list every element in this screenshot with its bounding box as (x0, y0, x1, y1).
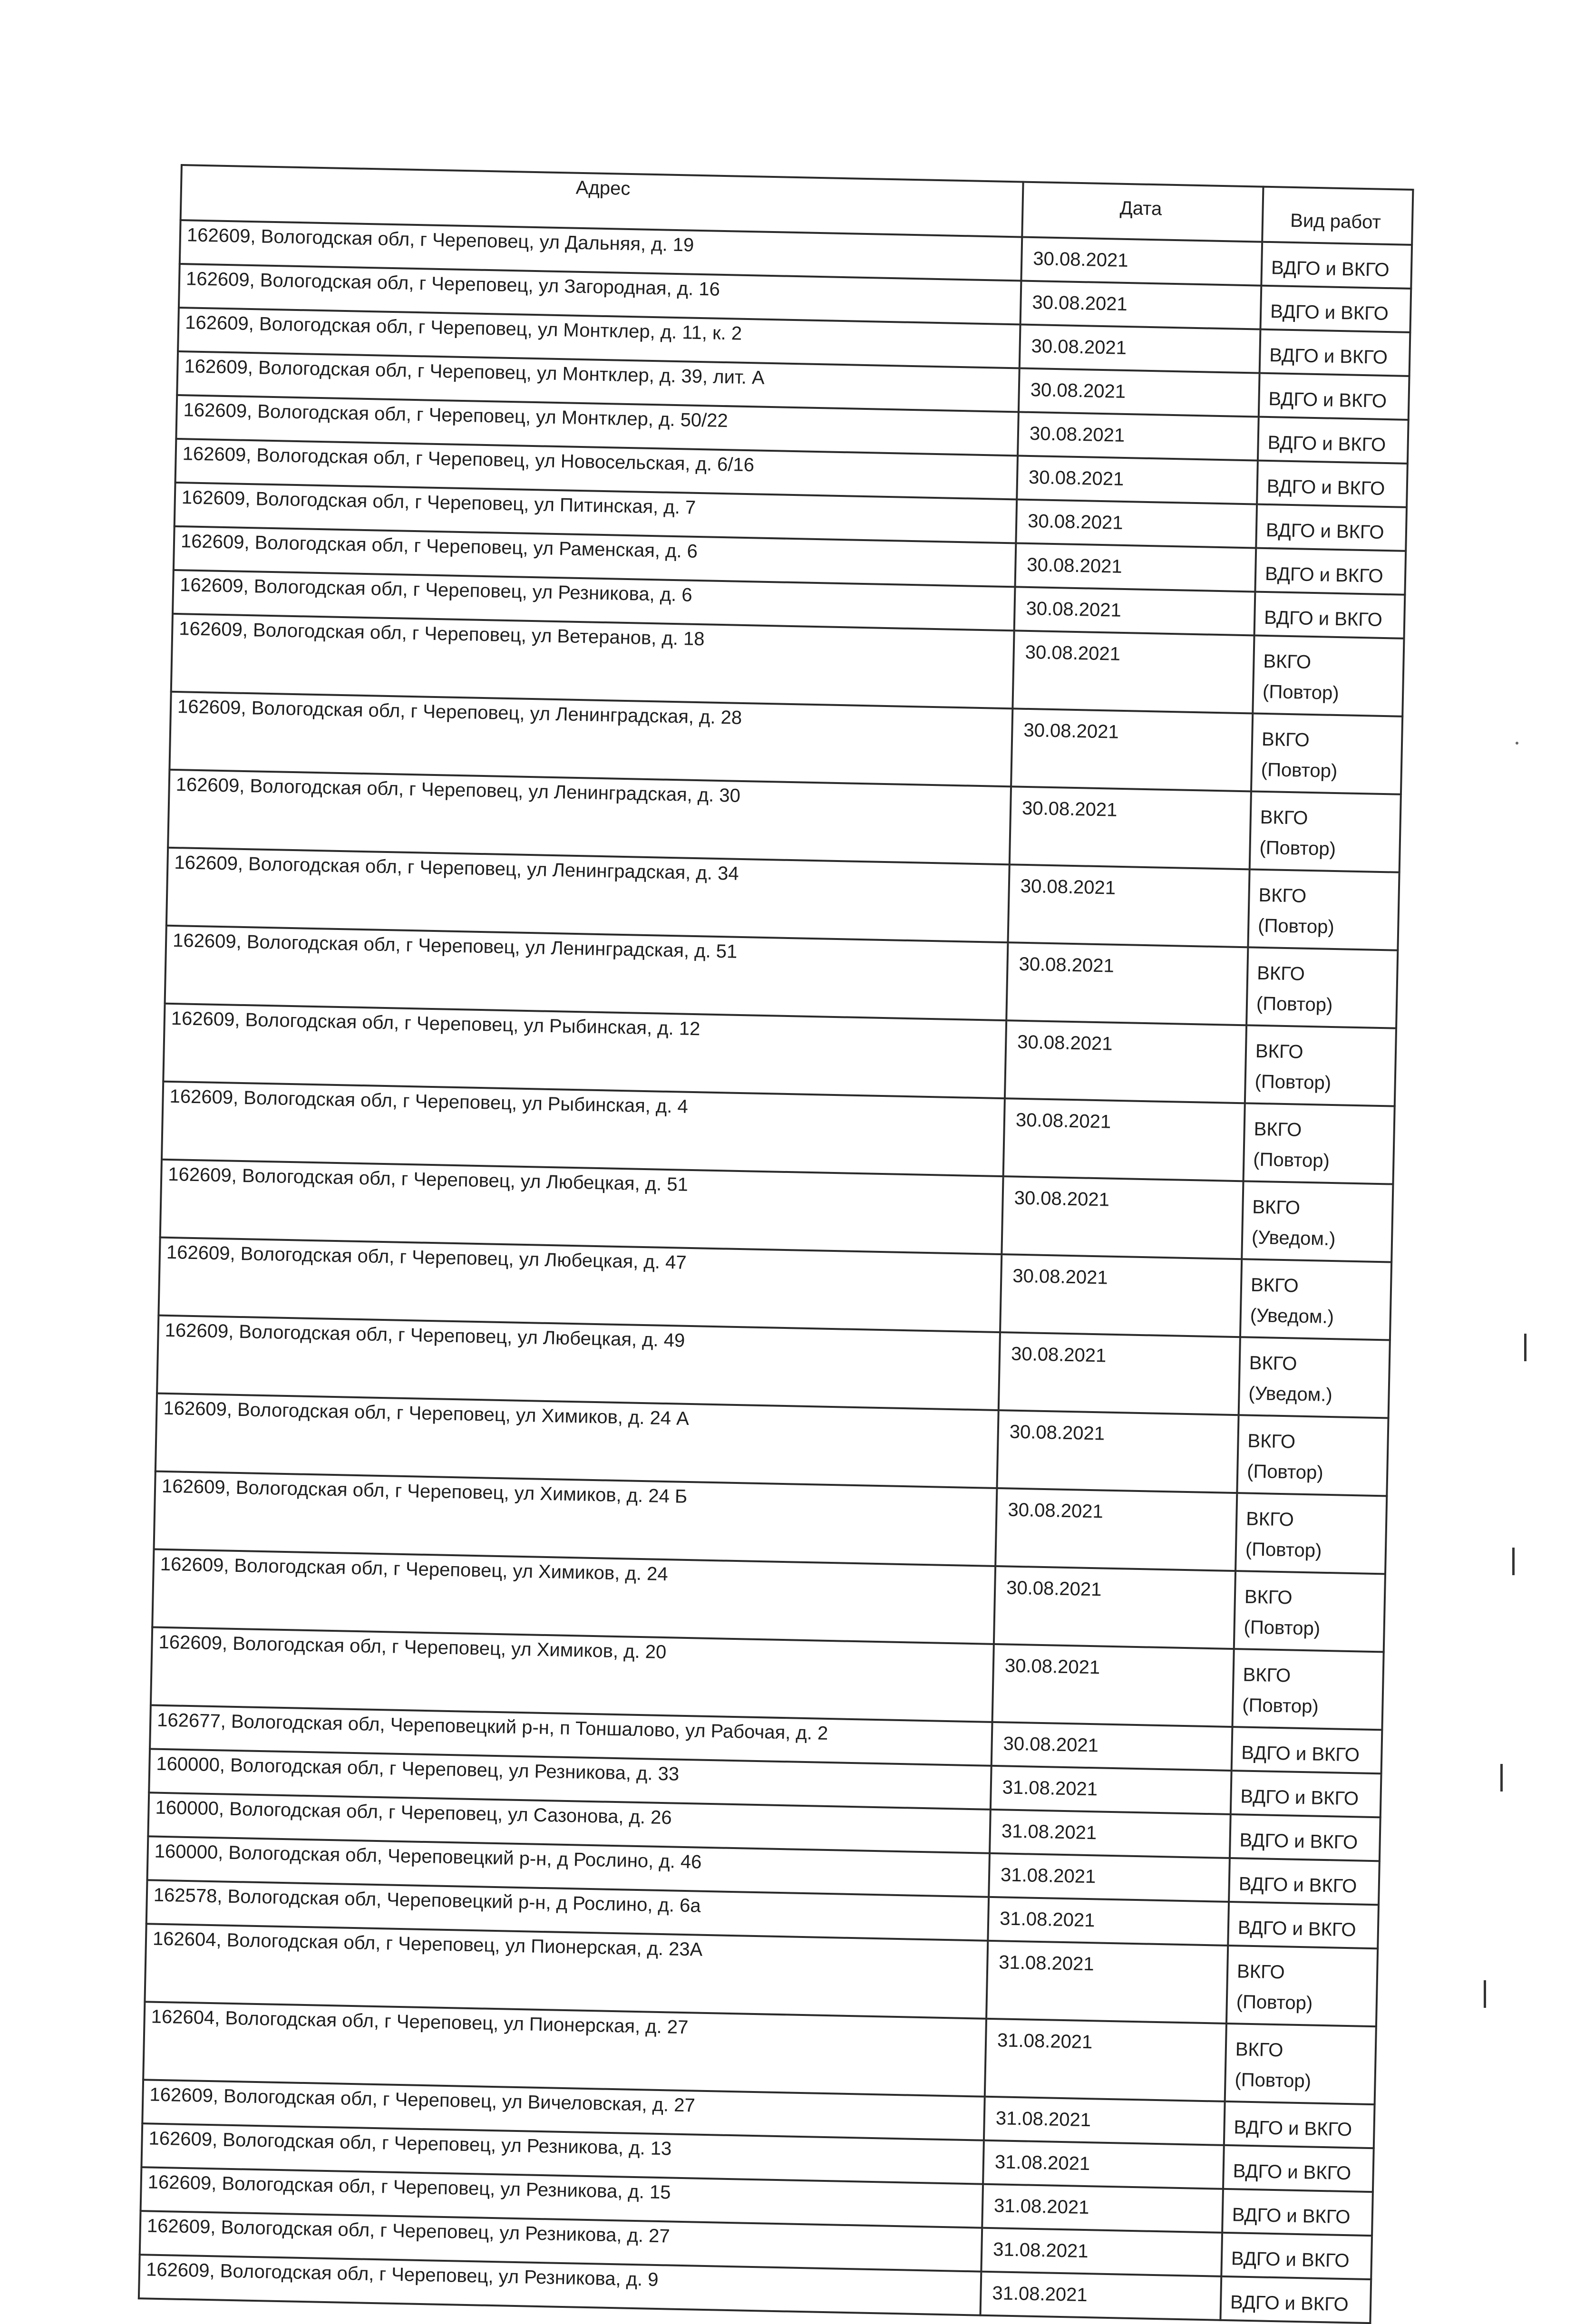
cell-date: 31.08.2021 (981, 2228, 1222, 2276)
scan-margin-mark (1484, 1980, 1486, 2008)
cell-work-type (1234, 1571, 1385, 1652)
cell-work-type (1246, 947, 1398, 1028)
cell-date: 30.08.2021 (1021, 237, 1262, 286)
table-body (139, 165, 1413, 2323)
work-type-label: ВКГО (1245, 1508, 1294, 1530)
header-address: Адрес (181, 165, 1023, 237)
work-type-note: (Повтор) (1257, 915, 1335, 938)
cell-work-type (1232, 1727, 1382, 1773)
cell-work-type (1230, 1814, 1381, 1861)
work-type-label: ВДГО и ВКГО (1241, 1742, 1360, 1766)
work-type-note: (Уведом.) (1250, 1305, 1334, 1328)
work-type-label: ВДГО и ВКГО (1238, 1873, 1357, 1897)
cell-date: 30.08.2021 (995, 1488, 1237, 1571)
cell-address: 162609, Вологодская обл, г Череповец, ул Ветеранов, д. 18 (171, 614, 1014, 708)
scanned-page (138, 164, 1412, 2324)
cell-date: 30.08.2021 (1021, 281, 1262, 329)
cell-address: 162609, Вологодская обл, г Череповец, ул Любецкая, д. 49 (157, 1316, 1000, 1410)
cell-address: 162609, Вологодская обл, г Череповец, ул Загородная, д. 16 (179, 264, 1021, 325)
work-type-label: ВКГО (1256, 962, 1305, 985)
work-type-label: ВДГО и ВКГО (1234, 2117, 1352, 2140)
work-type-label: ВДГО и ВКГО (1240, 1786, 1359, 1810)
work-type-note: (Повтор) (1262, 681, 1339, 704)
cell-work-type (1231, 1771, 1381, 1817)
cell-date: 31.08.2021 (991, 1766, 1232, 1814)
work-type-label: ВДГО и ВКГО (1264, 563, 1384, 587)
cell-date: 30.08.2021 (1018, 412, 1259, 460)
cell-date: 30.08.2021 (1005, 1020, 1246, 1103)
cell-address: 160000, Вологодская обл, г Череповец, ул Сазонова, д. 26 (148, 1792, 990, 1853)
works-table (138, 164, 1414, 2324)
cell-date: 31.08.2021 (981, 2272, 1222, 2320)
cell-address: 162604, Вологодская обл, г Череповец, ул Пионерская, д. 27 (143, 2002, 986, 2096)
work-type-note: (Повтор) (1236, 1991, 1313, 2014)
header-date: Дата (1022, 182, 1263, 242)
cell-address: 162578, Вологодская обл, Череповецкий р-н, д Рослино, д. 6а (146, 1880, 989, 1941)
work-type-label: ВДГО и ВКГО (1270, 301, 1389, 325)
cell-work-type (1223, 2145, 1374, 2192)
cell-date: 30.08.2021 (1010, 786, 1251, 869)
scan-margin-mark (1512, 1548, 1515, 1575)
cell-work-type (1255, 548, 1406, 595)
work-type-note: (Повтор) (1246, 1461, 1324, 1483)
cell-date: 30.08.2021 (1017, 455, 1258, 504)
cell-address: 162609, Вологодская обл, г Череповец, ул Химиков, д. 24 Б (154, 1471, 997, 1566)
cell-date: 31.08.2021 (983, 2140, 1224, 2189)
cell-date: 30.08.2021 (1003, 1098, 1245, 1181)
work-type-label: ВДГО и ВКГО (1230, 2292, 1349, 2315)
cell-date: 30.08.2021 (994, 1566, 1235, 1649)
cell-work-type (1242, 1181, 1393, 1262)
work-type-label: ВКГО (1249, 1352, 1297, 1375)
cell-address: 162609, Вологодская обл, г Череповец, ул Химиков, д. 24 (152, 1549, 995, 1644)
work-type-label: ВДГО и ВКГО (1239, 1830, 1358, 1853)
cell-work-type (1228, 1902, 1379, 1948)
cell-date: 31.08.2021 (986, 1941, 1228, 2024)
cell-address: 162609, Вологодская обл, г Череповец, ул Новосельская, д. 6/16 (175, 439, 1018, 500)
cell-work-type (1260, 329, 1410, 376)
work-type-label: ВДГО и ВКГО (1268, 388, 1387, 412)
work-type-label: ВКГО (1236, 1961, 1285, 1983)
work-type-note: (Уведом.) (1251, 1227, 1336, 1250)
cell-date: 30.08.2021 (999, 1332, 1240, 1415)
cell-work-type (1257, 461, 1408, 507)
cell-work-type (1220, 2276, 1371, 2323)
cell-address: 162609, Вологодская обл, г Череповец, ул Монтклер, д. 11, к. 2 (178, 308, 1020, 368)
work-type-label: ВДГО и ВКГО (1232, 2204, 1351, 2228)
work-type-note: (Повтор) (1253, 1149, 1330, 1172)
work-type-note: (Повтор) (1235, 2069, 1312, 2092)
work-type-note: (Повтор) (1245, 1539, 1322, 1561)
work-type-label: ВКГО (1258, 884, 1307, 907)
work-type-note: (Повтор) (1259, 837, 1336, 860)
work-type-label: ВДГО и ВКГО (1271, 257, 1390, 281)
cell-address: 162609, Вологодская обл, г Череповец, ул Химиков, д. 24 А (156, 1394, 999, 1488)
cell-work-type (1253, 636, 1404, 717)
cell-date: 31.08.2021 (990, 1810, 1231, 1858)
cell-date: 30.08.2021 (1000, 1254, 1242, 1337)
work-type-note: (Повтор) (1254, 1071, 1332, 1094)
cell-work-type (1237, 1415, 1388, 1496)
cell-address: 162609, Вологодская обл, г Череповец, ул Резникова, д. 6 (173, 570, 1015, 631)
cell-work-type (1240, 1259, 1391, 1340)
cell-address: 162604, Вологодская обл, г Череповец, ул Пионерская, д. 23А (145, 1924, 988, 2018)
work-type-label: ВДГО и ВКГО (1233, 2160, 1351, 2184)
work-type-label: ВДГО и ВКГО (1264, 607, 1383, 630)
cell-work-type (1260, 286, 1411, 332)
cell-address: 162609, Вологодская обл, г Череповец, ул Ленинградская, д. 34 (166, 848, 1010, 942)
work-type-note: (Уведом.) (1248, 1383, 1333, 1406)
work-type-label: ВКГО (1243, 1664, 1291, 1686)
cell-address: 162609, Вологодская обл, г Череповец, ул Дальняя, д. 19 (180, 220, 1022, 281)
cell-address: 162609, Вологодская обл, г Череповец, ул Резникова, д. 13 (141, 2123, 983, 2184)
cell-date: 30.08.2021 (1011, 708, 1253, 791)
cell-address: 162609, Вологодская обл, г Череповец, ул Монтклер, д. 50/22 (176, 395, 1018, 456)
cell-work-type (1254, 592, 1405, 639)
cell-address: 162609, Вологодская обл, г Череповец, ул Резникова, д. 15 (141, 2167, 983, 2228)
cell-address: 162609, Вологодская обл, г Череповец, ул Резникова, д. 27 (140, 2211, 982, 2272)
work-type-label: ВКГО (1235, 2039, 1283, 2061)
cell-date: 30.08.2021 (997, 1410, 1238, 1493)
scan-margin-mark (1500, 1764, 1503, 1791)
cell-work-type (1226, 1946, 1378, 2026)
cell-work-type (1224, 2101, 1375, 2148)
work-type-note: (Повтор) (1261, 759, 1338, 782)
cell-address: 162609, Вологодская обл, г Череповец, ул Рыбинская, д. 12 (163, 1004, 1006, 1098)
cell-address: 162609, Вологодская обл, г Череповец, ул Ленинградская, д. 30 (168, 770, 1011, 864)
cell-date: 31.08.2021 (989, 1853, 1230, 1902)
work-type-label: ВКГО (1255, 1040, 1303, 1063)
cell-work-type (1259, 373, 1410, 420)
cell-date: 30.08.2021 (1001, 1176, 1243, 1259)
cell-date: 30.08.2021 (1016, 499, 1257, 548)
cell-date: 31.08.2021 (985, 2019, 1226, 2101)
cell-work-type (1250, 791, 1401, 872)
cell-address: 162609, Вологодская обл, г Череповец, ул Любецкая, д. 51 (160, 1160, 1003, 1254)
cell-address: 162609, Вологодская обл, г Череповец, ул Рыбинская, д. 4 (162, 1082, 1005, 1176)
cell-address: 162609, Вологодская обл, г Череповец, ул Резникова, д. 9 (139, 2255, 981, 2315)
cell-work-type (1232, 1649, 1383, 1730)
cell-date: 31.08.2021 (984, 2097, 1225, 2145)
cell-work-type (1229, 1858, 1380, 1905)
cell-work-type (1239, 1337, 1390, 1418)
cell-work-type (1261, 242, 1412, 289)
cell-address: 162609, Вологодская обл, г Череповец, ул Вичеловская, д. 27 (142, 2080, 984, 2140)
scan-speck (1516, 742, 1518, 745)
work-type-label: ВКГО (1263, 650, 1312, 673)
cell-address: 162609, Вологодская обл, г Череповец, ул Любецкая, д. 47 (158, 1238, 1001, 1332)
cell-work-type (1248, 869, 1399, 950)
work-type-label: ВДГО и ВКГО (1237, 1917, 1356, 1941)
cell-address: 162609, Вологодская обл, г Череповец, ул Ленинградская, д. 51 (165, 926, 1008, 1020)
cell-work-type (1251, 713, 1402, 794)
header-work-type: Вид работ (1262, 187, 1413, 245)
cell-date: 30.08.2021 (1008, 864, 1249, 947)
work-type-note: (Повтор) (1244, 1617, 1321, 1639)
cell-date: 30.08.2021 (992, 1644, 1234, 1727)
cell-work-type (1222, 2189, 1373, 2236)
work-type-label: ВКГО (1252, 1196, 1301, 1219)
cell-work-type (1221, 2233, 1372, 2279)
cell-work-type (1244, 1103, 1395, 1184)
work-type-label: ВДГО и ВКГО (1267, 432, 1386, 455)
cell-work-type (1245, 1025, 1396, 1106)
cell-address: 162609, Вологодская обл, г Череповец, ул Раменская, д. 6 (174, 526, 1016, 587)
work-type-label: ВКГО (1247, 1430, 1296, 1452)
cell-work-type (1225, 2024, 1376, 2104)
cell-address: 162609, Вологодская обл, г Череповец, ул Ленинградская, д. 28 (169, 692, 1012, 786)
work-type-label: ВКГО (1261, 728, 1310, 751)
cell-address: 160000, Вологодская обл, г Череповец, ул Резникова, д. 33 (149, 1749, 991, 1810)
cell-date: 31.08.2021 (988, 1897, 1229, 1946)
work-type-label: ВКГО (1254, 1118, 1302, 1141)
work-type-label: ВДГО и ВКГО (1266, 475, 1385, 499)
cell-date: 31.08.2021 (982, 2184, 1223, 2233)
cell-work-type (1258, 417, 1409, 464)
cell-date: 30.08.2021 (992, 1722, 1233, 1771)
cell-date: 30.08.2021 (1019, 368, 1260, 416)
cell-date: 30.08.2021 (1015, 543, 1256, 591)
cell-address: 162677, Вологодская обл, Череповецкий р-н, п Тоншалово, ул Рабочая, д. 2 (150, 1705, 992, 1766)
work-type-label: ВКГО (1250, 1274, 1299, 1297)
work-type-label: ВКГО (1244, 1586, 1293, 1608)
work-type-label: ВДГО и ВКГО (1231, 2248, 1350, 2272)
scan-margin-mark (1524, 1334, 1526, 1361)
cell-date: 30.08.2021 (1012, 630, 1254, 713)
cell-work-type (1256, 504, 1407, 551)
work-type-note: (Повтор) (1242, 1695, 1319, 1717)
work-type-label: ВКГО (1260, 806, 1308, 829)
cell-address: 160000, Вологодская обл, Череповецкий р-н, д Рослино, д. 46 (147, 1836, 990, 1897)
cell-address: 162609, Вологодская обл, г Череповец, ул Питинская, д. 7 (175, 483, 1017, 543)
cell-work-type (1235, 1493, 1387, 1574)
cell-date: 30.08.2021 (1020, 325, 1261, 373)
cell-date: 30.08.2021 (1014, 587, 1255, 635)
cell-address: 162609, Вологодская обл, г Череповец, ул Монтклер, д. 39, лит. А (177, 351, 1019, 412)
work-type-label: ВДГО и ВКГО (1269, 345, 1388, 368)
cell-address: 162609, Вологодская обл, г Череповец, ул Химиков, д. 20 (151, 1627, 994, 1722)
work-type-note: (Повтор) (1256, 993, 1333, 1016)
cell-date: 30.08.2021 (1006, 942, 1248, 1025)
work-type-label: ВДГО и ВКГО (1265, 519, 1384, 543)
